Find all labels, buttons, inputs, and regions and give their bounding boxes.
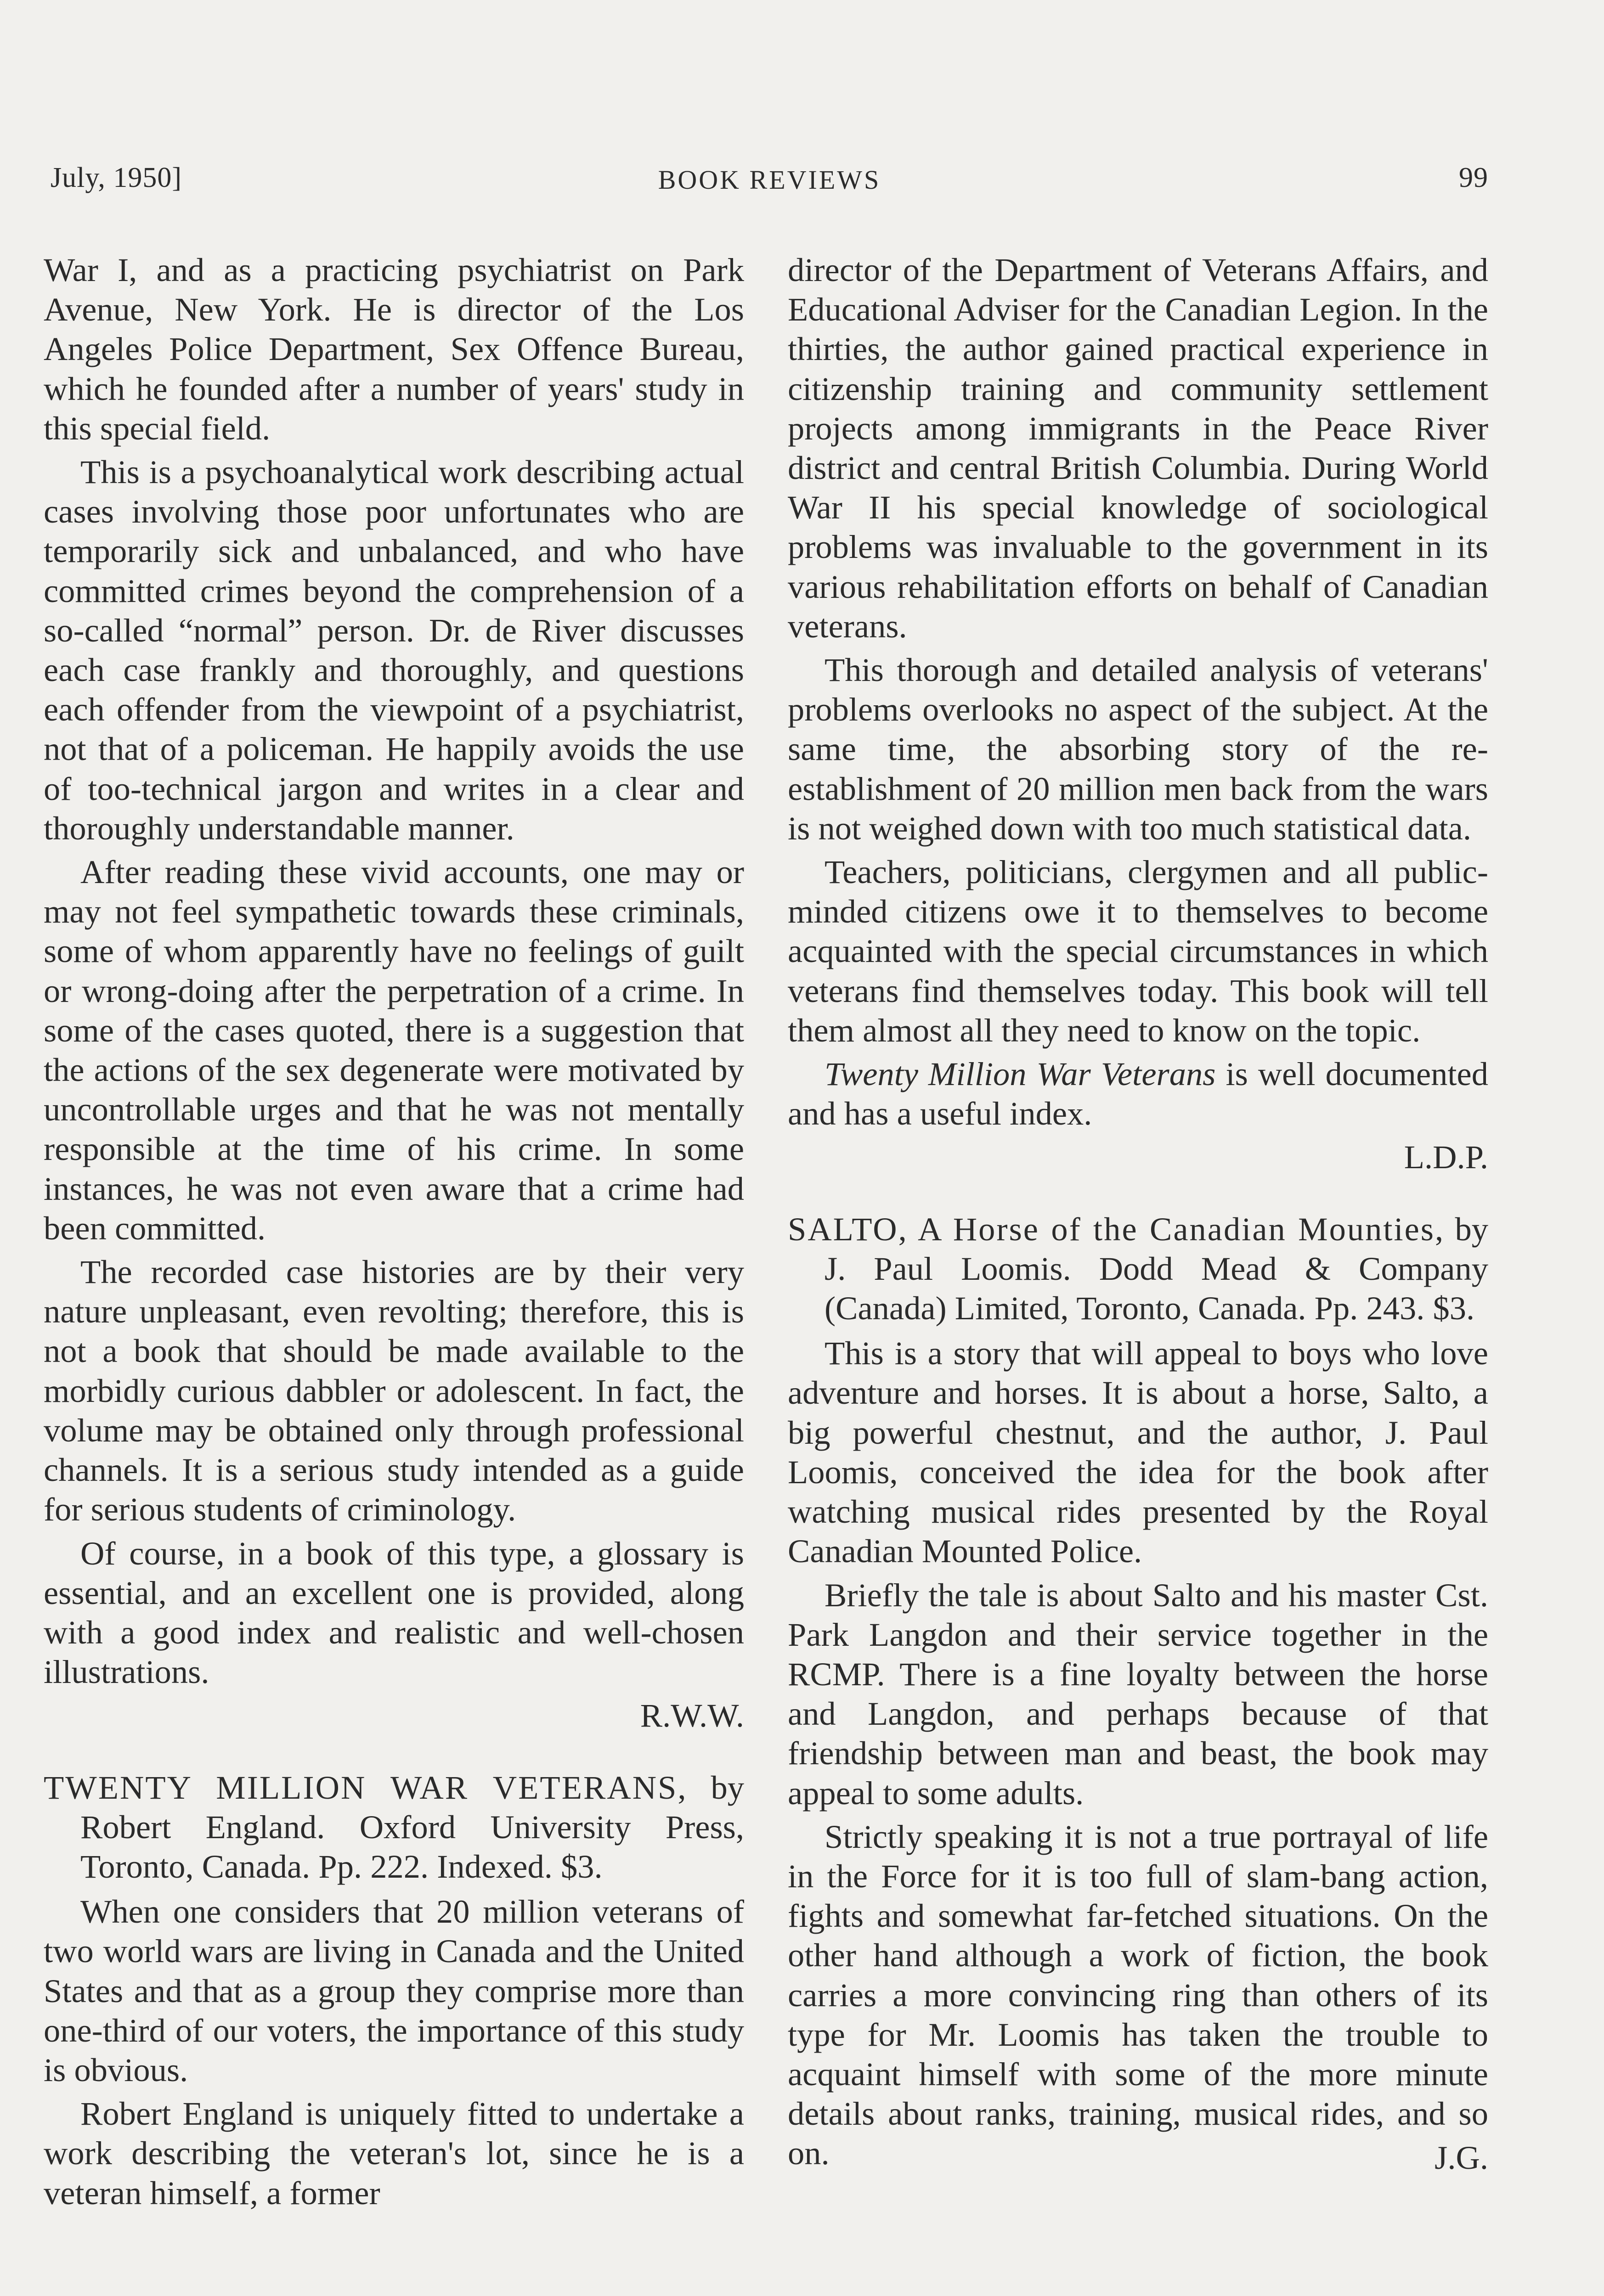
- paragraph: When one considers that 20 million veterans of two world wars are living in Canada and the United States and that as a group they comprise more than one-third of our voters, the importance of this study is obvious.: [44, 1893, 744, 2088]
- paragraph: The recorded case histories are by their very nature unpleasant, even revolting; therefore, this is not a book that should be made available to the morbidly curious dabbler or adolescent. In fact, the volume may be obtained only through professional channels. It is a serious study intended as a guide for serious students of criminology.: [44, 1253, 744, 1528]
- paragraph: Briefly the tale is about Salto and his master Cst. Park Langdon and their service together in the RCMP. There is a fine loyalty between the horse and Langdon, and perhaps because of that friendship between man and beast, the book may appeal to some adults.: [788, 1576, 1488, 1812]
- book-entry-heading: [788, 1210, 1488, 1328]
- reviewer-initials: J.G.: [1435, 2138, 1488, 2176]
- paragraph: Robert England is uniquely fitted to undertake a work describing the veteran's lot, since he is a veteran himself, a former: [44, 2095, 744, 2212]
- paragraph: Teachers, politicians, clergymen and all public-minded citizens owe it to themselves to become acquainted with the special circumstances in which veterans find themselves today. This book will tell them almost all they need to know on the topic.: [788, 853, 1488, 1049]
- paragraph: Of course, in a book of this type, a glossary is essential, and an excellent one is provided, along with a good index and realistic and well-chosen illustrations.: [44, 1534, 744, 1691]
- paragraph: War I, and as a practicing psychiatrist on Park Avenue, New York. He is director of the Los Angeles Police Department, Sex Offence Bureau, which he founded after a number of years' study in this special field.: [44, 251, 744, 447]
- header-date: July, 1950]: [51, 162, 182, 193]
- paragraph: This is a story that will appeal to boys who love adventure and horses. It is about a horse, Salto, a big powerful chestnut, and the author, J. Paul Loomis, conceived the idea for the book after watching musical rides presented by the Royal Canadian Mounted Police.: [788, 1334, 1488, 1570]
- book-entry-heading: [44, 1768, 744, 1887]
- book-title: SALTO, A Horse of the Canadian Mounties,: [788, 1210, 1445, 1248]
- reviewer-initials: L.D.P.: [1404, 1138, 1488, 1176]
- running-header: [51, 162, 1488, 203]
- left-column: [44, 250, 744, 2217]
- paragraph: This thorough and detailed analysis of veterans' problems overlooks no aspect of the subject. At the same time, the absorbing story of the re-establishment of 20 million men back from the wars is not weighed down with too much statistical data.: [788, 651, 1488, 847]
- paragraph: director of the Department of Veterans Affairs, and Educational Adviser for the Canadian Legion. In the thirties, the author gained practical experience in citizenship training and community settlement projects among immigrants in the Peace River district and central British Columbia. During World War II his special knowledge of sociological problems was invaluable to the government in its various rehabilitation efforts on behalf of Canadian veterans.: [788, 251, 1488, 645]
- reviewer-initials: R.W.W.: [640, 1697, 744, 1734]
- book-title: TWENTY MILLION WAR VETERANS,: [44, 1768, 688, 1806]
- header-section-title: BOOK REVIEWS: [658, 165, 881, 195]
- book-title-italic: Twenty Million War Veterans: [825, 1055, 1216, 1093]
- book-details: by J. Paul Loomis. Dodd Mead & Company (Canada) Limited, Toronto, Canada. Pp. 243. $3.: [825, 1210, 1488, 1327]
- book-details: by Robert England. Oxford University Press, Toronto, Canada. Pp. 222. Indexed. $3.: [80, 1768, 744, 1885]
- paragraph: Twenty Million War Veterans is well documented and has a useful index.: [788, 1055, 1488, 1132]
- paragraph: After reading these vivid accounts, one may or may not feel sympathetic towards these criminals, some of whom apparently have no feelings of guilt or wrong-doing after the perpetration of a crime. In some of the cases quoted, there is a suggestion that the actions of the sex degenerate were motivated by uncontrollable urges and that he was not mentally responsible at the time of his crime. In some instances, he was not even aware that a crime had been committed.: [44, 853, 744, 1247]
- page-number: 99: [1459, 162, 1488, 193]
- right-column: [788, 250, 1488, 2178]
- paragraph: This is a psychoanalytical work describing actual cases involving those poor unfortunates who are temporarily sick and unbalanced, and who have committed crimes beyond the comprehension of a so-called “normal” person. Dr. de River discusses each case frankly and thoroughly, and questions each offender from the viewpoint of a psychiatrist, not that of a policeman. He happily avoids the use of too-technical jargon and writes in a clear and thoroughly understandable manner.: [44, 453, 744, 847]
- paragraph: Strictly speaking it is not a true portrayal of life in the Force for it is too full of slam-bang action, fights and somewhat far-fetched situations. On the other hand although a work of fiction, the book carries a more convincing ring than others of its type for Mr. Loomis has taken the trouble to acquaint himself with some of the more minute details about ranks, training, musical rides, and so on.: [788, 1818, 1488, 2172]
